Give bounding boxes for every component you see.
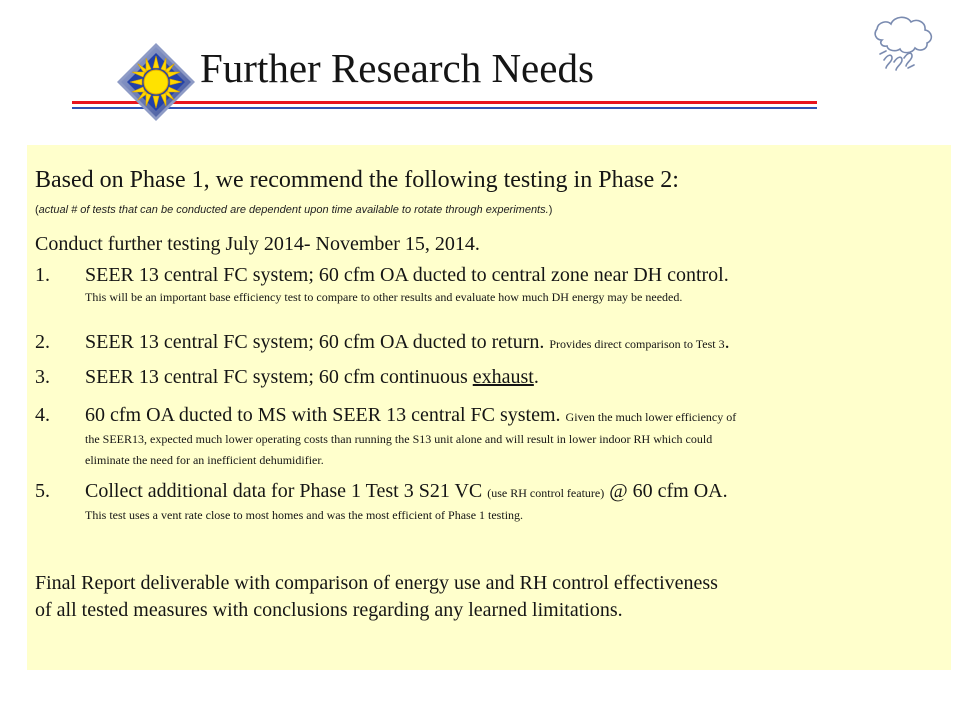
list-item-main: SEER 13 central FC system; 60 cfm OA ducted to central zone near DH control. [85, 264, 729, 286]
testing-note [35, 204, 552, 216]
list-item-tail: . [724, 331, 730, 353]
sun-diamond-logo [116, 42, 196, 122]
final-report-line-2: of all tested measures with conclusions regarding any learned limitations. [35, 599, 623, 621]
list-item-detail: This will be an important base efficiency test to compare to other results and evaluate how much DH energy may be needed. [85, 290, 683, 304]
list-item-tail: @ 60 cfm OA. [609, 480, 728, 502]
list-item-number: 4. [35, 404, 50, 426]
list-item-number: 1. [35, 264, 50, 286]
list-item-number: 5. [35, 480, 50, 502]
list-item-main-text: Collect additional data for Phase 1 Test 3 S21 VC [85, 480, 483, 502]
list-item-inline-note: Given the much lower efficiency of [565, 410, 737, 424]
list-item-detail: This test uses a vent rate close to most homes and was the most efficient of Phase 1 testing. [85, 508, 524, 522]
list-item-inline-note: (use RH control feature) [487, 486, 605, 500]
list-item-main-text: SEER 13 central FC system; 60 cfm OA ducted to return. [85, 331, 545, 353]
list-item-main [85, 479, 951, 505]
list-item-main [85, 403, 951, 429]
list-item-number: 2. [35, 331, 50, 353]
final-report-text [35, 570, 718, 624]
list-item-tail: . [533, 366, 539, 388]
list-item-detail: eliminate the need for an inefficient dehumidifier. [85, 453, 324, 467]
final-report-line-1: Final Report deliverable with comparison of energy use and RH control effectiveness [35, 572, 718, 594]
note-close-paren: ) [548, 204, 553, 216]
note-open-paren: ( [35, 204, 39, 216]
list-item-number: 3. [35, 366, 50, 388]
note-text: actual # of tests that can be conducted are dependent upon time available to rotate through experiments. [38, 204, 549, 216]
list-item-main [85, 365, 951, 389]
list-item-detail: the SEER13, expected much lower operating costs than running the S13 unit alone and will result in lower indoor RH which could [85, 432, 713, 446]
list-item-main-text: SEER 13 central FC system; 60 cfm continuous [85, 366, 473, 388]
page-title: Further Research Needs [200, 45, 594, 91]
list-item-inline-note: Provides direct comparison to Test 3 [549, 337, 725, 351]
intro-text: Based on Phase 1, we recommend the following testing in Phase 2: [35, 167, 679, 193]
cloud-wind-icon [862, 10, 942, 80]
list-item-main-text: 60 cfm OA ducted to MS with SEER 13 central FC system. [85, 404, 561, 426]
list-item-underlined: exhaust [472, 366, 534, 388]
content-panel [27, 145, 951, 670]
list-item-main [85, 330, 951, 356]
testing-dates: Conduct further testing July 2014- November 15, 2014. [35, 233, 480, 255]
